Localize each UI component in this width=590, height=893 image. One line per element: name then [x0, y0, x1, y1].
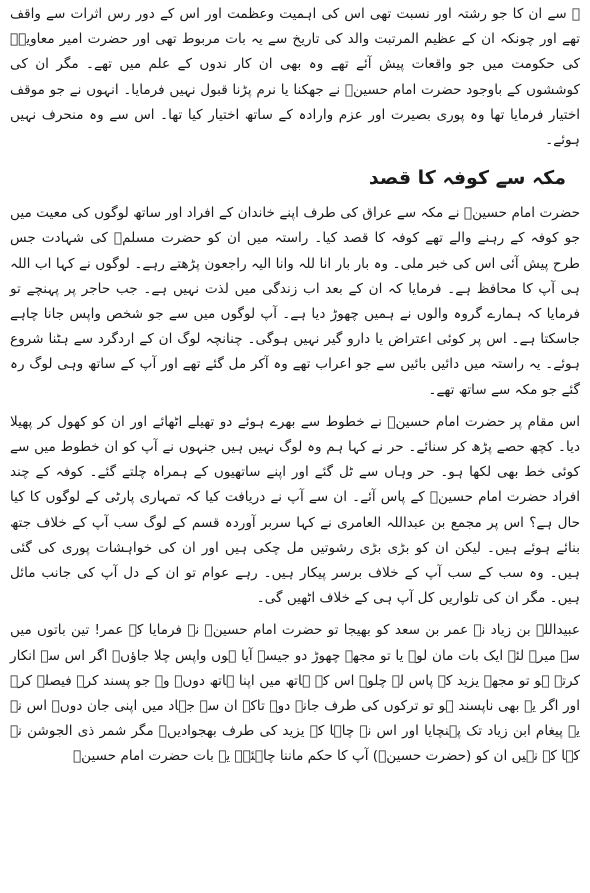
- paragraph-intro: ﷺ سے ان کا جو رشتہ اور نسبت تھی اس کی اہمیت وعظمت اور اس کے دور رس اثرات سے واقف تھے اور چونکہ ان کے عظیم المرتبت والد کی تاریخ سے یہ بات مربوط تھی اور حضرت امیر معاویہؓ کی حکومت میں جو واقعات پیش آئے تھے وہ بھی ان کار ندوں کے علم میں تھے۔ مگر ان کی کوششوں کے باوجود حضرت امام حسینؓ نے جھکنا یا نرم پڑنا قبول نہیں فرمایا۔ انہوں نے جو موقف اختیار فرمایا تھا وہ پوری بصیرت اور عزم وارادہ کے ساتھ اختیار کیا تھا۔ اس سے وہ منحرف نہیں ہوئے۔: [10, 6, 580, 149]
- paragraph-three-options: عبیداللہ بن زیاد نے عمر بن سعد کو بھیجا تو حضرت امام حسینؓ نے فرمایا کہ عمر! تین باتوں میں سے میرے لئے ایک بات مان لو۔ یا تو مجھے چھوڑ دو جیسے آیا ہوں واپس چلا جاؤں۔ اگر اس سے انکار کرتے ہو تو مجھے یزید کے پاس لے چلو۔ اس کے ہاتھ میں اپنا ہاتھ دوں۔ وہ جو پسند کرے فیصلہ کرے اور اگر یہ بھی ناپسند ہو تو ترکوں کی طرف جانے دو۔ تاکہ ان سے جہاد میں اپنی جان دوں۔ اس نے یہ پیغام ابن زیاد تک پہنچایا اور اس نے چاہا کہ یزید کی طرف بھجوادیں۔ مگر شمر ذی الجوشن نے کہا کہ نہیں ان کو (حضرت حسینؓ) آپ کا حکم ماننا چاہئے۔ یہ بات حضرت امام حسینؓ: [10, 622, 580, 765]
- paragraph-letters: اس مقام پر حضرت امام حسینؓ نے خطوط سے بھرے ہوئے دو تھیلے اٹھائے اور ان کو کھول کر پھیلا دیا۔ کچھ حصے پڑھ کر سنائے۔ حر نے کہا ہم وہ لوگ نہیں ہیں جنہوں نے آپ کو ان خطوط میں سے کوئی خط بھی لکھا ہو۔ حر وہاں سے ٹل گئے اور اپنے ساتھیوں کے ہمراہ چلتے گئے۔ کوفہ کے چند افراد حضرت امام حسینؓ کے پاس آئے۔ ان سے آپ نے دریافت کیا کہ تمہاری پارٹی کے لوگوں کا کیا حال ہے؟ اس پر مجمع بن عبداللہ العامری نے کہا سربر آوردہ قسم کے لوگ سب آپ کے خلاف جتھ بنائے ہوئے ہیں۔ لیکن ان کو بڑی بڑی رشوتیں مل چکی ہیں اور ان کی خواہشات پوری کی گئی ہیں۔ وہ سب کے سب آپ کے خلاف برسر پیکار ہیں۔ رہے عوام تو ان کے دل آپ کی جانب مائل ہیں۔ مگر ان کی تلواریں کل آپ ہی کے خلاف اٹھیں گی۔: [10, 413, 580, 607]
- paragraph-journey: حضرت امام حسینؓ نے مکہ سے عراق کی طرف اپنے خاندان کے افراد اور ساتھ لوگوں کی معیت میں جو کوفہ کے رہنے والے تھے کوفہ کا قصد کیا۔ راستہ میں ان کو حضرت مسلمؓ کی شہادت جس طرح پیش آئی اس کی خبر ملی۔ وہ بار بار انا للہ وانا الیہ راجعون پڑھتے رہے۔ لوگوں نے کہا اب اللہ ہی آپ کا محافظ ہے۔ فرمایا کہ ان کے بعد اب زندگی میں لذت نہیں ہے۔ جب حاجر پر پہنچے تو فرمایا کہ ہمارے گروہ والوں نے ہمیں چھوڑ دیا ہے۔ آپ لوگوں میں سے جو شخص واپس جانا چاہے جاسکتا ہے۔ اس پر کوئی اعتراض یا دارو گیر نہیں ہوگی۔ چنانچہ لوگ ان کے اردگرد سے ہٹنا شروع ہوئے۔ یہ راستہ میں دائیں بائیں سے جو اعراب تھے وہ آکر مل گئے تھے اور آپ کے ساتھ وہی لوگ رہ گئے جو مکہ سے ساتھ تھے۔: [10, 205, 580, 398]
- section-heading: مکہ سے کوفہ کا قصد: [368, 167, 566, 190]
